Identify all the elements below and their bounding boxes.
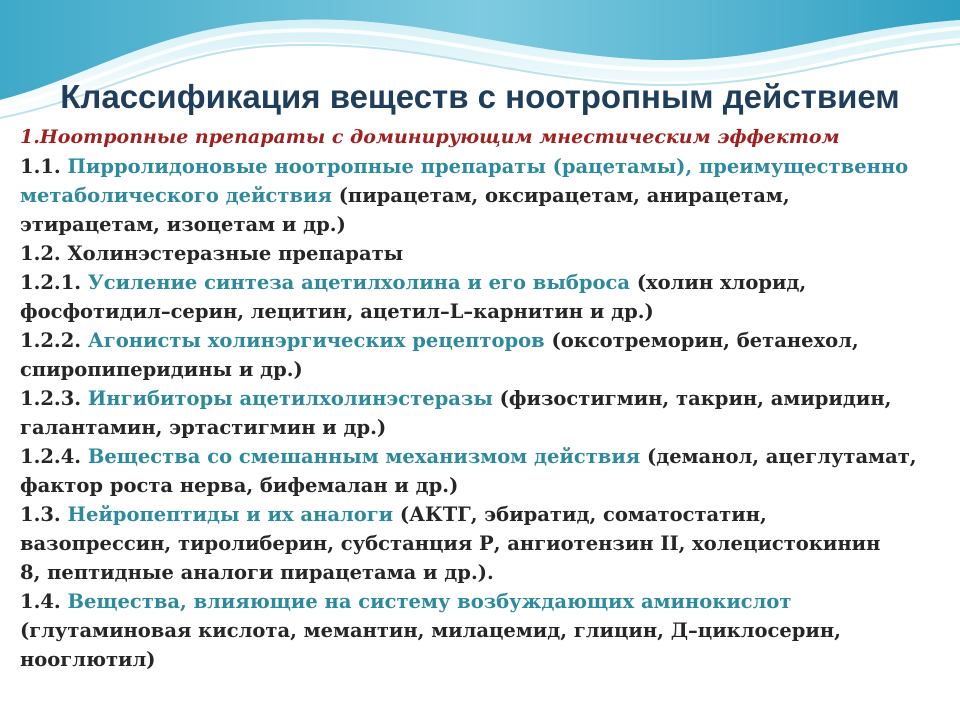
text-segment: 8, пептидные аналоги пирацетама и др.). <box>20 561 494 584</box>
text-segment: 1.1. <box>20 155 68 178</box>
text-line <box>20 326 945 355</box>
text-line <box>20 355 945 384</box>
text-segment: спиропиперидины и др.) <box>20 358 303 381</box>
text-segment: (физостигмин, такрин, амиридин, <box>492 387 892 410</box>
text-line <box>20 558 945 587</box>
text-segment: (деманол, ацеглутамат, <box>640 445 917 468</box>
text-segment: 1.2.3. <box>20 387 88 410</box>
classification-list <box>20 122 945 674</box>
text-line <box>20 587 945 616</box>
highlighted-term: Ингибиторы ацетилхолинэстеразы <box>87 387 493 410</box>
highlighted-term: Вещества со смешанным механизмом действия <box>87 445 641 468</box>
text-line <box>20 413 945 442</box>
highlighted-term: Нейропептиды и их аналоги <box>67 503 394 526</box>
text-line <box>20 471 945 500</box>
text-line <box>20 268 945 297</box>
text-segment: 1.3. <box>20 503 68 526</box>
text-line <box>20 645 945 674</box>
text-line <box>20 529 945 558</box>
text-segment: (оксотреморин, бетанехол, <box>544 329 859 352</box>
text-line <box>20 239 945 268</box>
text-segment: (глутаминовая кислота, мемантин, милацемид, глицин, Д–циклосерин, <box>20 619 841 642</box>
text-segment: 1.4. <box>20 590 68 613</box>
text-segment: 1.2. Холинэстеразные препараты <box>20 242 404 265</box>
text-segment: 1.2.4. <box>20 445 88 468</box>
text-line <box>20 122 945 152</box>
text-segment: (АКТГ, эбиратид, соматостатин, <box>393 503 767 526</box>
highlighted-term: метаболического действия <box>20 184 332 207</box>
text-line <box>20 210 945 239</box>
highlighted-term: Агонисты холинэргических рецепторов <box>87 329 545 352</box>
text-segment: фактор роста нерва, бифемалан и др.) <box>20 474 459 497</box>
text-line <box>20 616 945 645</box>
slide-title: Классификация веществ с ноотропным действием <box>60 78 900 115</box>
text-line <box>20 384 945 413</box>
text-line <box>20 181 945 210</box>
text-segment: (пирацетам, оксирацетам, анирацетам, <box>331 184 790 207</box>
highlighted-term: Пирролидоновые ноотропные препараты (рацетамы), преимущественно <box>67 155 909 178</box>
text-segment: галантамин, эртастигмин и др.) <box>20 416 387 439</box>
text-segment: 1.2.1. <box>20 271 88 294</box>
text-line <box>20 442 945 471</box>
text-segment: нооглютил) <box>20 648 156 671</box>
text-segment: 1.2.2. <box>20 329 88 352</box>
highlighted-term: Вещества, влияющие на систему возбуждающих аминокислот <box>67 590 792 613</box>
highlighted-term: Усиление синтеза ацетилхолина и его выброса <box>87 271 631 294</box>
text-line <box>20 500 945 529</box>
text-segment: (холин хлорид, <box>630 271 807 294</box>
text-line <box>20 152 945 181</box>
text-segment: вазопрессин, тиролиберин, субстанция Р, ангиотензин II, холецистокинин <box>20 532 881 555</box>
section-heading: 1.Ноотропные препараты с доминирующим мнестическим эффектом <box>20 126 840 148</box>
text-segment: этирацетам, изоцетам и др.) <box>20 213 346 236</box>
text-segment: фосфотидил–серин, лецитин, ацетил–L–карнитин и др.) <box>20 300 654 323</box>
text-line <box>20 297 945 326</box>
